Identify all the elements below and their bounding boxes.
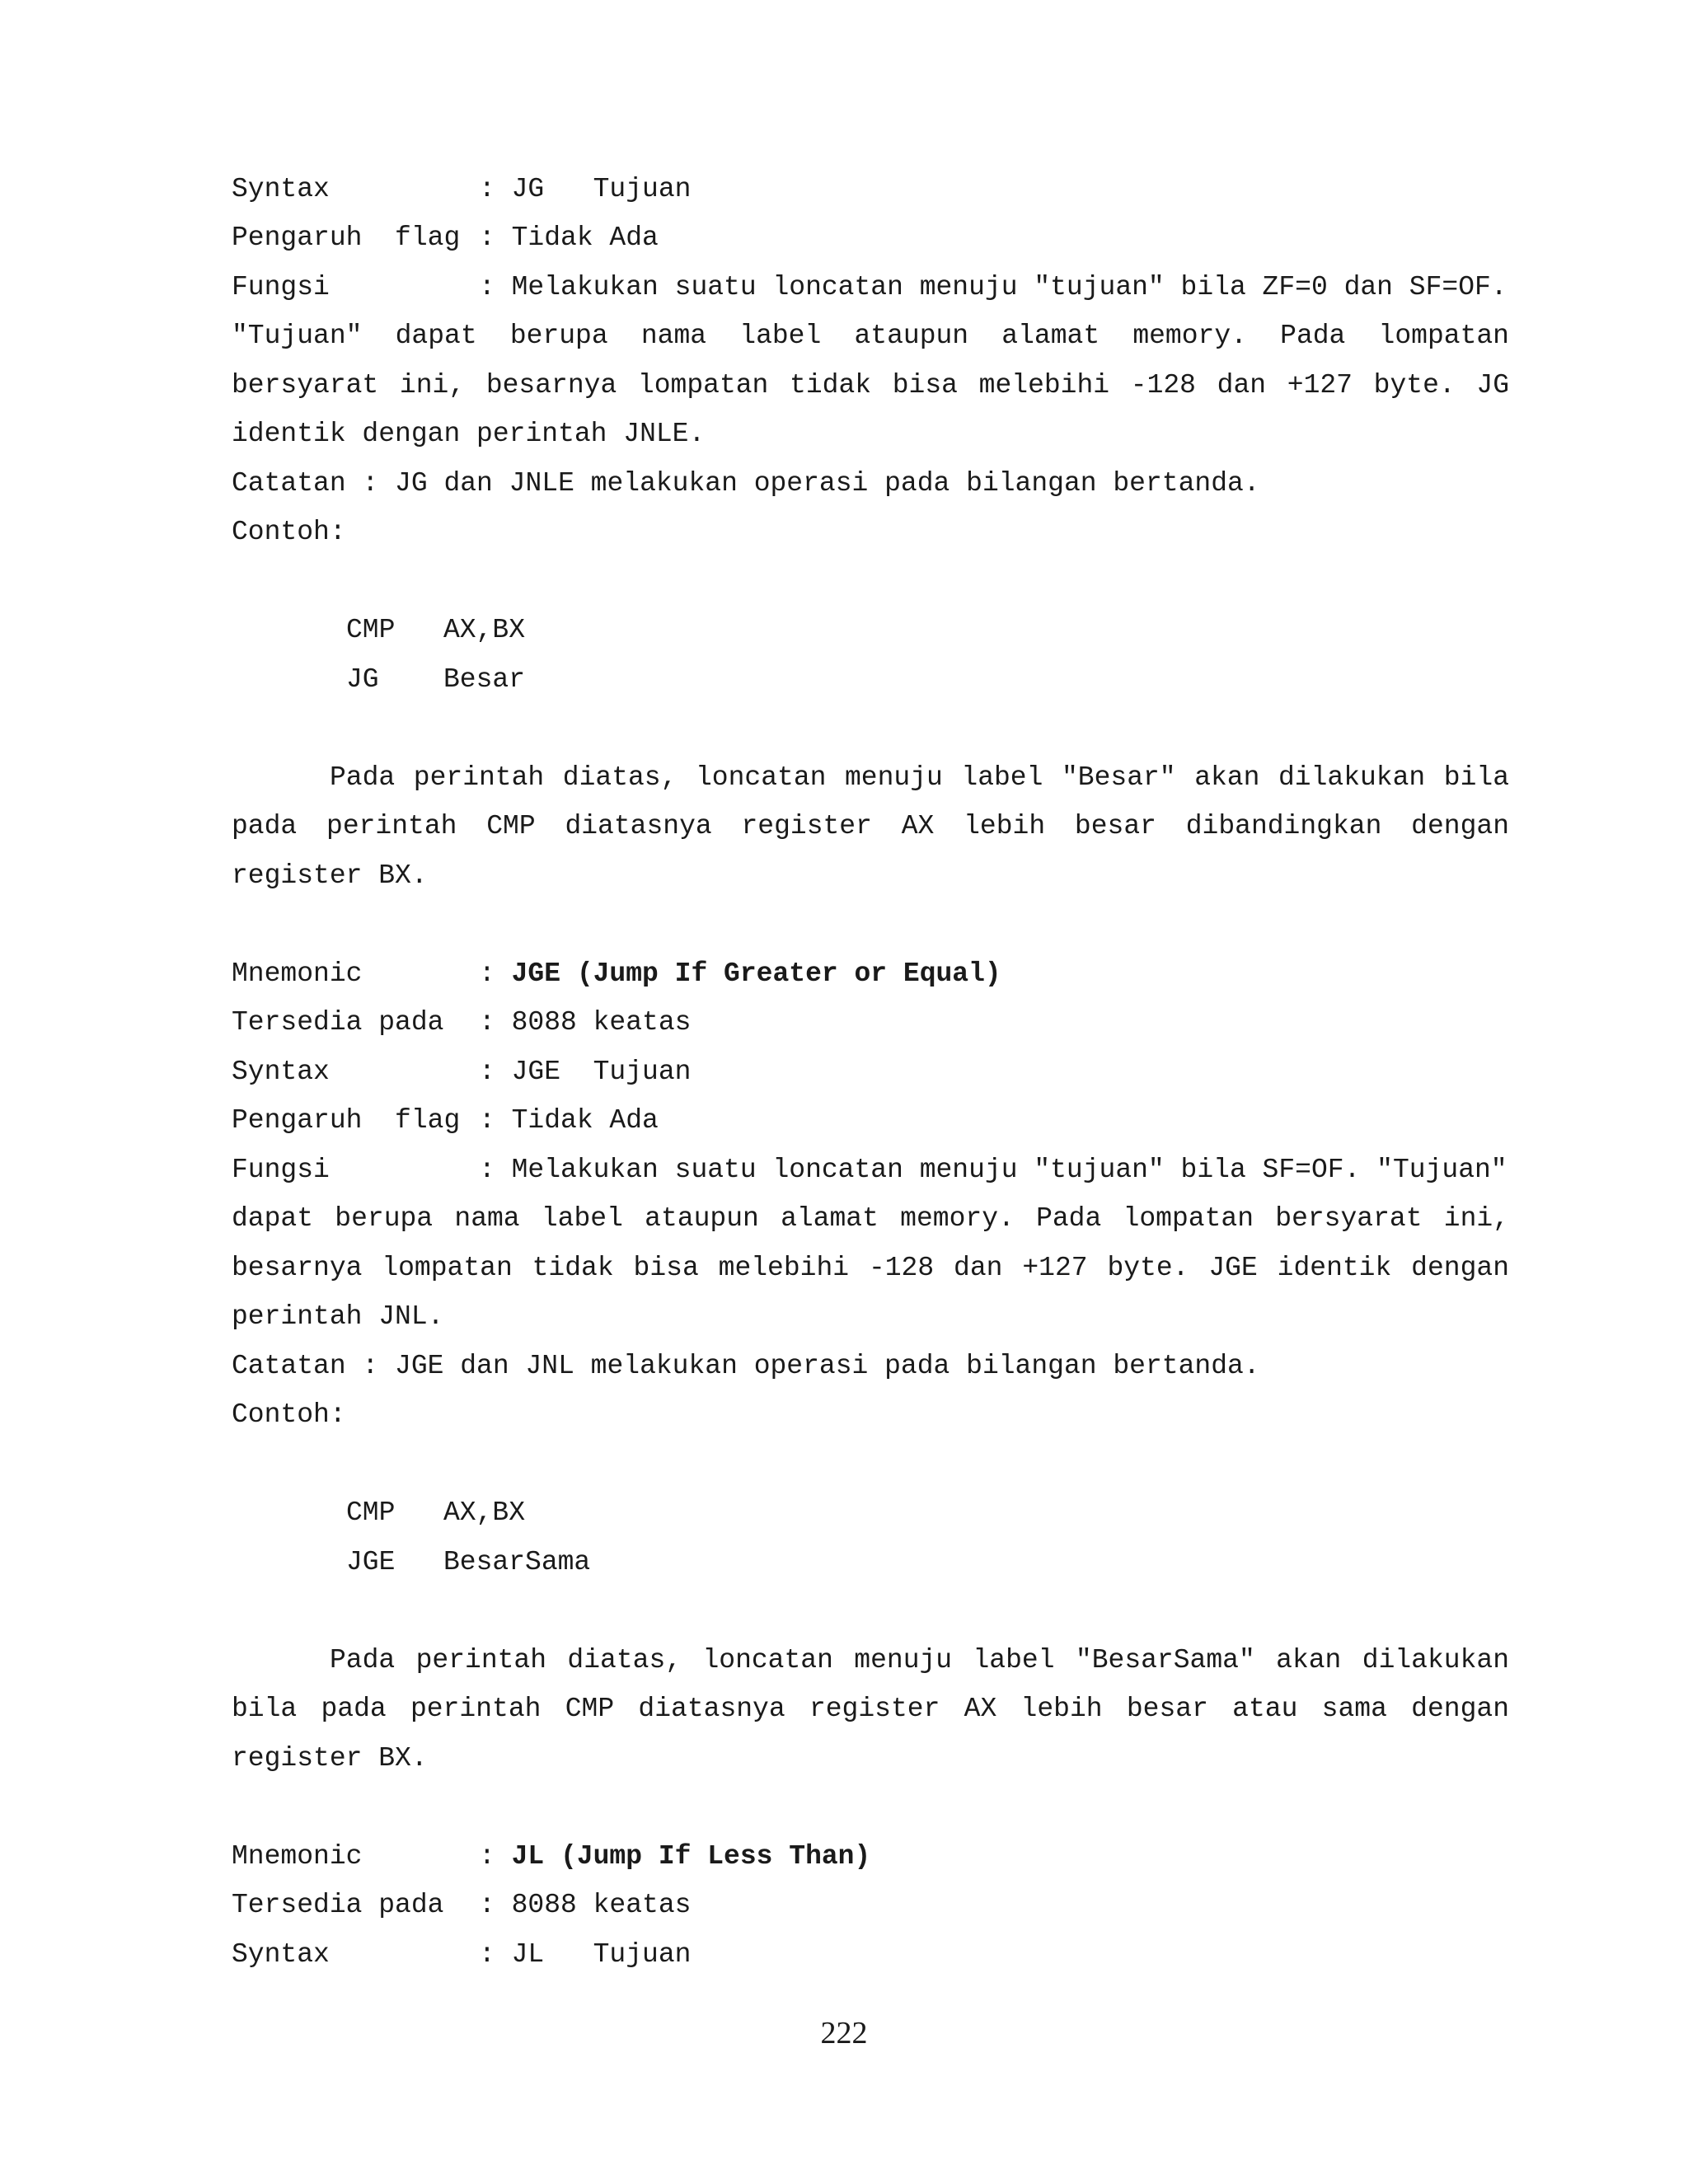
jl-mnemonic-label: Mnemonic — [232, 1841, 363, 1872]
jg-syntax-value: JG Tujuan — [511, 174, 692, 204]
jg-explanation: pada perintah CMP diatasnya register AX lebih besar dibandingkan dengan — [232, 811, 1509, 841]
page-number: 222 — [820, 2016, 868, 2050]
jl-mnemonic-row: Mnemonic : JL (Jump If Less Than) — [232, 1832, 1509, 1882]
jg-fungsi-row: Fungsi : Melakukan suatu loncatan menuju "tujuan" bila ZF=0 dan SF=OF. — [232, 263, 1509, 312]
jge-fungsi-row: Fungsi : Melakukan suatu loncatan menuju "tujuan" bila SF=OF. "Tujuan" — [232, 1146, 1509, 1195]
jge-explanation: Pada perintah diatas, loncatan menuju label "BesarSama" akan dilakukan — [330, 1645, 1509, 1675]
jg-fungsi-line: identik dengan perintah JNLE. — [232, 419, 706, 449]
code-op: JGE — [346, 1547, 396, 1577]
jg-catatan: Catatan : JG dan JNLE melakukan operasi pada bilangan bertanda. — [232, 468, 1260, 499]
jge-contoh: Contoh: — [232, 1399, 346, 1430]
jg-fungsi-text: Melakukan suatu loncatan menuju "tujuan" bila ZF=0 dan SF=OF. — [511, 272, 1507, 302]
jg-code-line — [346, 606, 1624, 655]
jge-syntax-row: Syntax : JGE Tujuan — [232, 1047, 1509, 1097]
code-op: CMP — [346, 615, 396, 645]
jl-syntax-row: Syntax : JL Tujuan — [232, 1930, 1509, 1980]
jl-mnemonic-value: JL (Jump If Less Than) — [511, 1841, 871, 1872]
code-op: CMP — [346, 1497, 396, 1528]
code-op: JG — [346, 664, 379, 695]
jge-flag-label: Pengaruh flag — [232, 1105, 461, 1136]
jl-tersedia-row: Tersedia pada : 8088 keatas — [232, 1881, 1509, 1930]
jge-tersedia-label: Tersedia pada — [232, 1007, 444, 1038]
jge-mnemonic-value: JGE (Jump If Greater or Equal) — [511, 958, 1001, 989]
jl-tersedia-label: Tersedia pada — [232, 1890, 444, 1920]
jg-flag-row: Pengaruh flag : Tidak Ada — [232, 213, 1509, 263]
jge-mnemonic-label: Mnemonic — [232, 958, 363, 989]
jge-tersedia-row: Tersedia pada : 8088 keatas — [232, 998, 1509, 1047]
jg-fungsi-line: bersyarat ini, besarnya lompatan tidak bisa melebihi -128 dan +127 byte. JG — [232, 370, 1509, 401]
jge-fungsi-line: dapat berupa nama label ataupun alamat memory. Pada lompatan bersyarat ini, — [232, 1203, 1509, 1234]
jl-syntax-label: Syntax — [232, 1939, 330, 1970]
jg-syntax-row: Syntax : JG Tujuan — [232, 165, 1509, 214]
jge-code-line — [346, 1488, 1624, 1538]
jg-flag-value: Tidak Ada — [511, 223, 659, 253]
code-arg: Besar — [443, 664, 526, 695]
jg-fungsi-line: "Tujuan" dapat berupa nama label ataupun alamat memory. Pada lompatan — [232, 321, 1509, 351]
jge-syntax-value: JGE Tujuan — [511, 1057, 692, 1087]
jg-syntax-label: Syntax — [232, 174, 330, 204]
code-arg: AX,BX — [443, 615, 526, 645]
jg-explanation: register BX. — [232, 860, 428, 891]
jg-contoh: Contoh: — [232, 517, 346, 547]
jl-tersedia-value: 8088 keatas — [511, 1890, 692, 1920]
jge-fungsi-label: Fungsi — [232, 1155, 330, 1185]
jge-mnemonic-row: Mnemonic : JGE (Jump If Greater or Equal) — [232, 949, 1509, 999]
jg-fungsi-label: Fungsi — [232, 272, 330, 302]
jge-flag-row: Pengaruh flag : Tidak Ada — [232, 1096, 1509, 1146]
jge-tersedia-value: 8088 keatas — [511, 1007, 692, 1038]
jge-explanation: register BX. — [232, 1743, 428, 1774]
jge-flag-value: Tidak Ada — [511, 1105, 659, 1136]
code-arg: BesarSama — [443, 1547, 591, 1577]
jge-code-line — [346, 1538, 1624, 1587]
jge-fungsi-text: Melakukan suatu loncatan menuju "tujuan" bila SF=OF. "Tujuan" — [511, 1155, 1507, 1185]
code-arg: AX,BX — [443, 1497, 526, 1528]
jge-explanation: bila pada perintah CMP diatasnya register AX lebih besar atau sama dengan — [232, 1694, 1509, 1724]
jg-code-line — [346, 655, 1624, 705]
jge-catatan: Catatan : JGE dan JNL melakukan operasi pada bilangan bertanda. — [232, 1351, 1260, 1381]
jg-flag-label: Pengaruh flag — [232, 223, 461, 253]
jge-fungsi-line: besarnya lompatan tidak bisa melebihi -128 dan +127 byte. JGE identik dengan — [232, 1253, 1509, 1283]
jge-syntax-label: Syntax — [232, 1057, 330, 1087]
jl-syntax-value: JL Tujuan — [511, 1939, 692, 1970]
jg-explanation: Pada perintah diatas, loncatan menuju label "Besar" akan dilakukan bila — [330, 762, 1509, 793]
jge-fungsi-line: perintah JNL. — [232, 1301, 444, 1332]
